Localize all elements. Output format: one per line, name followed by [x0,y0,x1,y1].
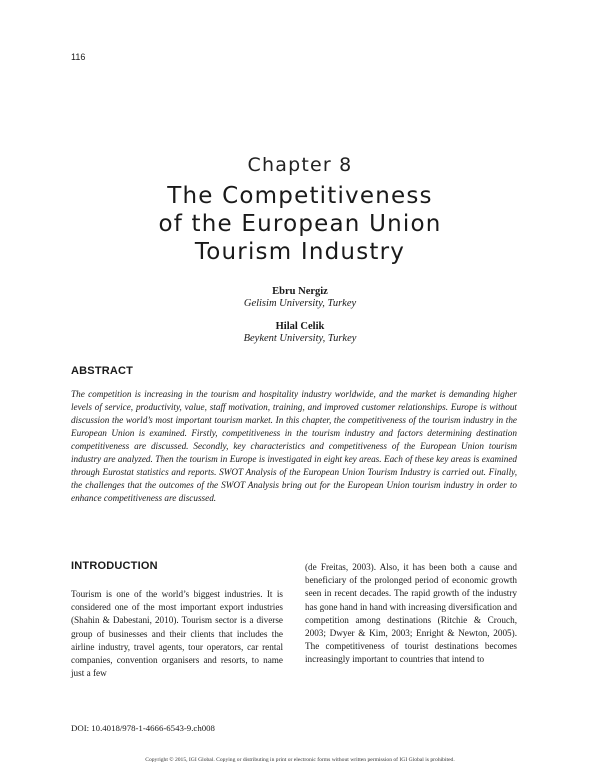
chapter-title [0,182,600,266]
author-block-2 [0,321,600,345]
page-number: 116 [71,52,86,62]
author-name: Hilal Celik [275,321,325,332]
title-line-3: Tourism Industry [194,239,406,265]
author-block-1 [0,286,600,310]
copyright-notice: Copyright © 2015, IGI Global. Copying or distributing in print or electronic forms without written permission of IGI Global is prohibited. [145,757,455,763]
introduction-right-column: (de Freitas, 2003). Also, it has been both a cause and beneficiary of the prolonged period of economic growth seen in recent decades. The rapid growth of the industry has gone hand in hand with increasing diversification and competition among destinations (Ritchie & Crouch, 2003; Dwyer & Kim, 2003; Enright & Newton, 2005). The competitiveness of tourist destinations becomes increasingly important to countries that intend to [305,562,517,665]
doi: DOI: 10.4018/978-1-4666-6543-9.ch008 [71,723,215,733]
abstract-text: The competition is increasing in the tourism and hospitality industry worldwide, and the market is demanding higher levels of service, productivity, value, staff motivation, training, and improved customer relationships. Europe is without discussion the world’s most important tourism market. In this chapter, the competitiveness of the tourism industry in the European Union is examined. Firstly, competitiveness in the tourism industry and factors determining destination competitiveness are discussed. Secondly, key characteristics and competitiveness of the European Union tourism industry are analyzed. Then the tourism in Europe is investigated in eight key areas. Each of these key areas is examined through Eurostat statistics and reports. SWOT Analysis of the European Union Tourism Industry is carried out. Finally, the challenges that the outcomes of the SWOT Analysis bring out for the European Union tourism industry in order to enhance competitiveness are discussed. [71,389,517,504]
author-affiliation: Beykent University, Turkey [243,333,357,344]
abstract-heading: ABSTRACT [71,365,134,377]
author-affiliation: Gelisim University, Turkey [243,298,357,309]
title-line-1: The Competitiveness [167,183,433,209]
introduction-heading: INTRODUCTION [71,560,158,572]
introduction-left-column: Tourism is one of the world’s biggest industries. It is considered one of the most important export industries (Shahin & Dabestani, 2010). Tourism sector is a diverse group of businesses and their clients that includes the airline industry, travel agents, tour operators, car rental companies, convention organisers and resorts, to name just a few [71,589,283,679]
title-line-2: of the European Union [158,211,442,237]
chapter-label: Chapter 8 [247,154,353,176]
author-name: Ebru Nergiz [272,286,328,297]
